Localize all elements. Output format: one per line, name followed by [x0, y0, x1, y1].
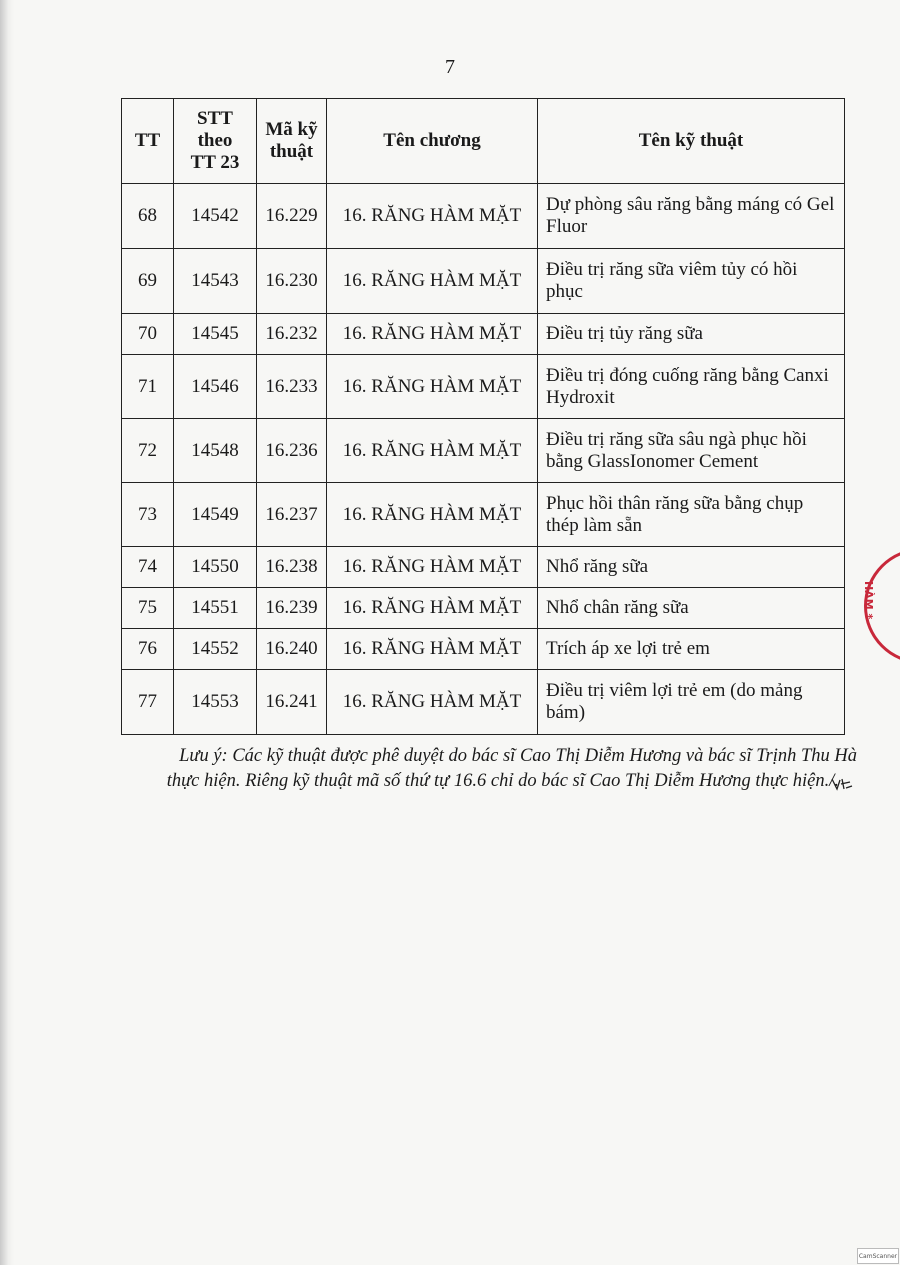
page-number: 7	[445, 56, 455, 78]
table-row	[122, 588, 845, 629]
table-row	[122, 483, 845, 547]
cell-technique: Điều trị viêm lợi trẻ em (do mảng bám)	[538, 670, 845, 735]
header-technique: Tên kỹ thuật	[538, 99, 845, 184]
cell-stt: 14551	[174, 588, 257, 629]
cell-ma: 16.233	[257, 355, 327, 419]
table-row	[122, 419, 845, 483]
cell-tt: 74	[122, 547, 174, 588]
header-tt: TT	[122, 99, 174, 184]
header-stt-line: TT 23	[190, 152, 240, 173]
header-ma-line: thuật	[269, 141, 314, 162]
cell-technique: Trích áp xe lợi trẻ em	[538, 629, 845, 670]
header-ma-ky-thuat	[257, 99, 327, 184]
cell-chapter: 16. RĂNG HÀM MẶT	[327, 588, 538, 629]
technique-table	[121, 98, 845, 735]
cell-tt: 77	[122, 670, 174, 735]
header-chapter: Tên chương	[327, 99, 538, 184]
table-row	[122, 249, 845, 314]
cell-stt: 14545	[174, 314, 257, 355]
cell-stt: 14548	[174, 419, 257, 483]
cell-technique: Điều trị răng sữa viêm tủy có hồi phục	[538, 249, 845, 314]
cell-chapter: 16. RĂNG HÀM MẶT	[327, 249, 538, 314]
cell-tt: 72	[122, 419, 174, 483]
footnote	[117, 744, 857, 794]
cell-chapter: 16. RĂNG HÀM MẶT	[327, 314, 538, 355]
header-stt-line: theo	[197, 130, 233, 151]
cell-ma: 16.232	[257, 314, 327, 355]
table-row	[122, 547, 845, 588]
table-row	[122, 184, 845, 249]
cell-tt: 70	[122, 314, 174, 355]
cell-ma: 16.237	[257, 483, 327, 547]
cell-tt: 68	[122, 184, 174, 249]
footnote-line: thực hiện. Riêng kỹ thuật mã số thứ tự 16.6 chỉ do bác sĩ Cao Thị Diễm Hương thực hiện./.	[166, 771, 839, 791]
header-stt-line: STT	[197, 108, 233, 129]
scanner-watermark: CamScanner	[857, 1248, 899, 1264]
cell-ma: 16.239	[257, 588, 327, 629]
cell-ma: 16.240	[257, 629, 327, 670]
cell-ma: 16.229	[257, 184, 327, 249]
cell-ma: 16.241	[257, 670, 327, 735]
cell-technique: Điều trị răng sữa sâu ngà phục hồi bằng GlassIonomer Cement	[538, 419, 845, 483]
cell-chapter: 16. RĂNG HÀM MẶT	[327, 184, 538, 249]
stamp-text: HÀM *	[862, 581, 875, 620]
cell-technique: Nhổ răng sữa	[538, 547, 845, 588]
table-row	[122, 355, 845, 419]
header-ma-line: Mã kỹ	[265, 119, 318, 140]
cell-chapter: 16. RĂNG HÀM MẶT	[327, 355, 538, 419]
cell-tt: 76	[122, 629, 174, 670]
cell-chapter: 16. RĂNG HÀM MẶT	[327, 547, 538, 588]
cell-technique: Nhổ chân răng sữa	[538, 588, 845, 629]
cell-stt: 14552	[174, 629, 257, 670]
cell-chapter: 16. RĂNG HÀM MẶT	[327, 419, 538, 483]
cell-chapter: 16. RĂNG HÀM MẶT	[327, 483, 538, 547]
cell-stt: 14542	[174, 184, 257, 249]
cell-stt: 14543	[174, 249, 257, 314]
cell-ma: 16.236	[257, 419, 327, 483]
scan-edge-shadow	[0, 0, 14, 1265]
table-header-row	[122, 99, 845, 184]
red-seal-stamp	[864, 548, 900, 664]
table-row	[122, 629, 845, 670]
cell-technique: Dự phòng sâu răng bằng máng có Gel Fluor	[538, 184, 845, 249]
cell-tt: 71	[122, 355, 174, 419]
cell-tt: 73	[122, 483, 174, 547]
cell-ma: 16.230	[257, 249, 327, 314]
cell-technique: Điều trị tủy răng sữa	[538, 314, 845, 355]
cell-technique: Phục hồi thân răng sữa bằng chụp thép làm sẵn	[538, 483, 845, 547]
cell-stt: 14546	[174, 355, 257, 419]
cell-ma: 16.238	[257, 547, 327, 588]
footnote-line: Lưu ý: Các kỹ thuật được phê duyệt do bác sĩ Cao Thị Diễm Hương và bác sĩ Trịnh Thu Hà	[179, 746, 857, 766]
cell-chapter: 16. RĂNG HÀM MẶT	[327, 670, 538, 735]
handwritten-initials-icon	[830, 776, 854, 792]
cell-technique: Điều trị đóng cuống răng bằng Canxi Hydroxit	[538, 355, 845, 419]
cell-stt: 14549	[174, 483, 257, 547]
cell-stt: 14550	[174, 547, 257, 588]
cell-chapter: 16. RĂNG HÀM MẶT	[327, 629, 538, 670]
cell-tt: 75	[122, 588, 174, 629]
table-row	[122, 670, 845, 735]
table-row	[122, 314, 845, 355]
cell-tt: 69	[122, 249, 174, 314]
cell-stt: 14553	[174, 670, 257, 735]
header-stt	[174, 99, 257, 184]
